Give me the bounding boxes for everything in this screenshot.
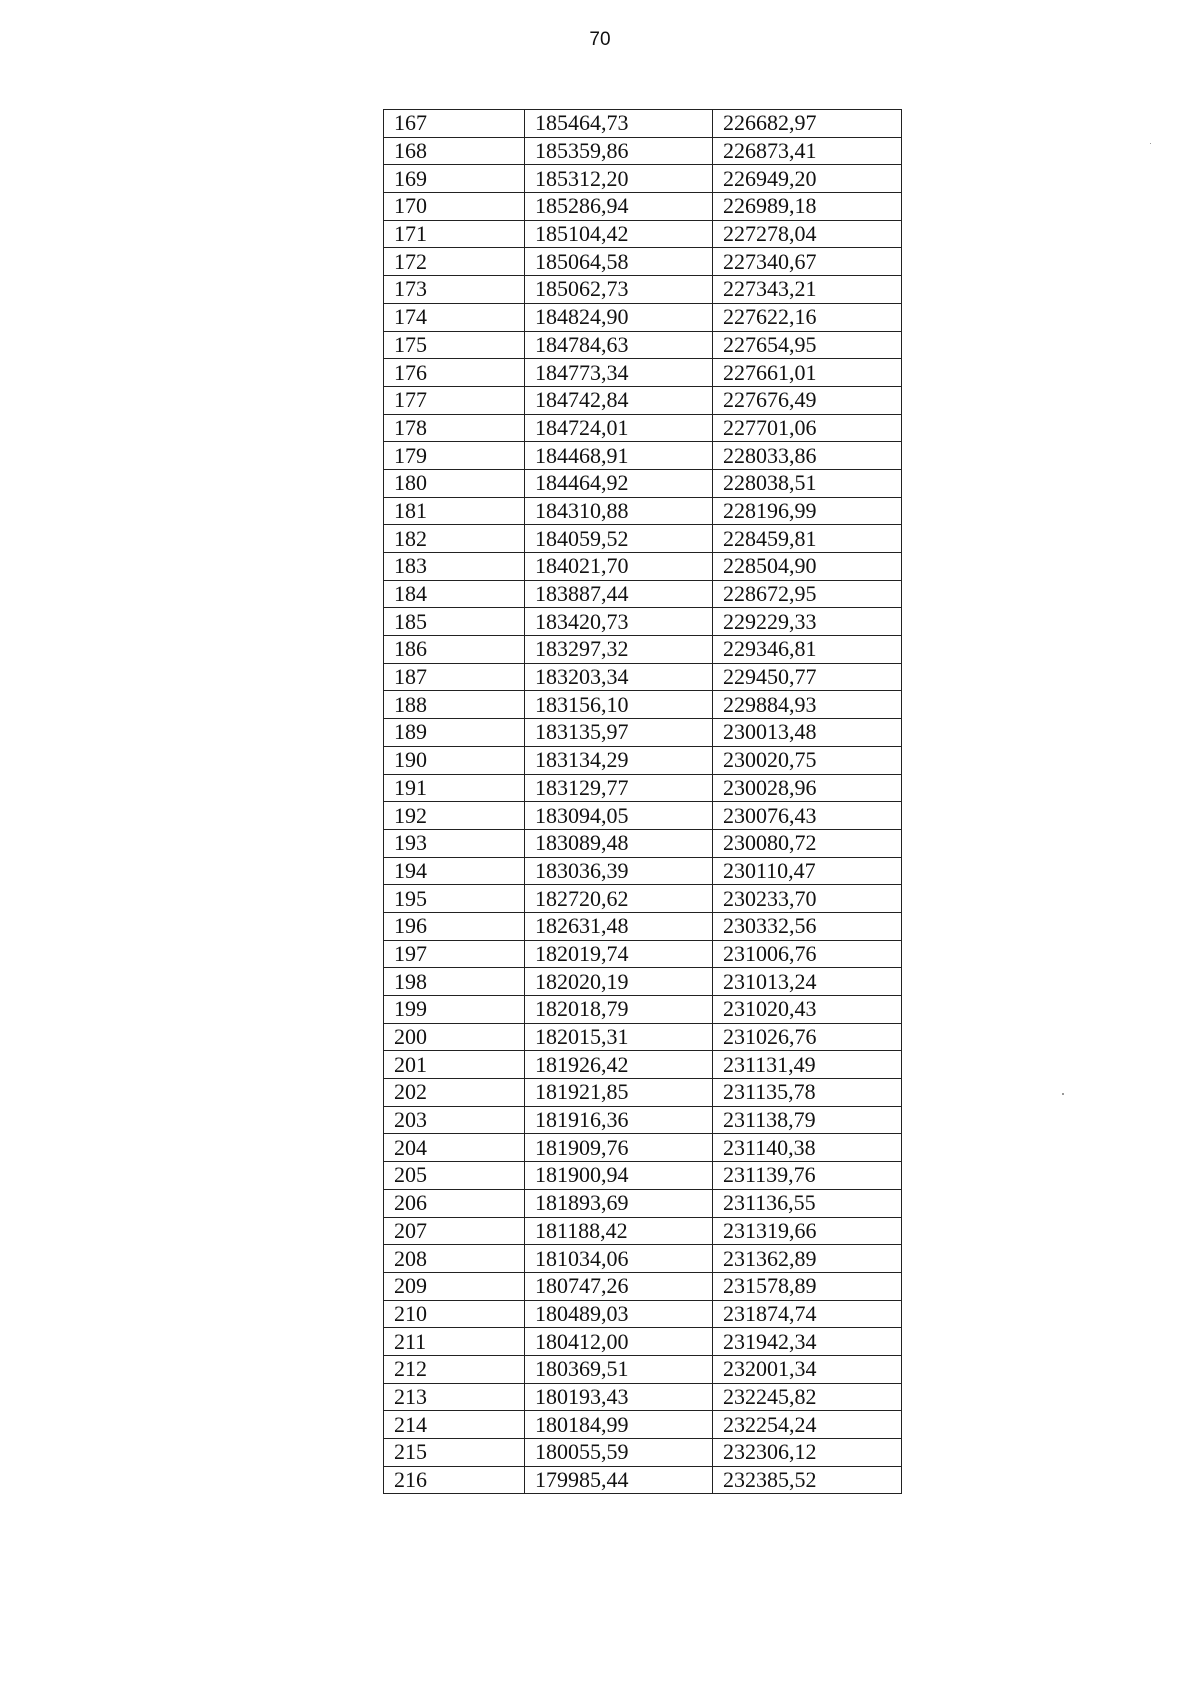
y-coordinate-cell: 231138,79 [713, 1106, 902, 1134]
y-coordinate-cell: 232385,52 [713, 1466, 902, 1494]
table-row [384, 497, 902, 525]
table-row [384, 469, 902, 497]
table-row [384, 608, 902, 636]
x-coordinate-cell: 183094,05 [525, 802, 713, 830]
x-coordinate-cell: 182631,48 [525, 912, 713, 940]
y-coordinate-cell: 229884,93 [713, 691, 902, 719]
x-coordinate-cell: 179985,44 [525, 1466, 713, 1494]
y-coordinate-cell: 228038,51 [713, 469, 902, 497]
table-row [384, 248, 902, 276]
y-coordinate-cell: 231362,89 [713, 1245, 902, 1273]
x-coordinate-cell: 184784,63 [525, 331, 713, 359]
point-number-cell: 175 [384, 331, 525, 359]
y-coordinate-cell: 231026,76 [713, 1023, 902, 1051]
table-row [384, 414, 902, 442]
x-coordinate-cell: 185104,42 [525, 220, 713, 248]
x-coordinate-cell: 184464,92 [525, 469, 713, 497]
point-number-cell: 213 [384, 1383, 525, 1411]
table-row [384, 303, 902, 331]
point-number-cell: 171 [384, 220, 525, 248]
y-coordinate-cell: 230332,56 [713, 912, 902, 940]
x-coordinate-cell: 184773,34 [525, 359, 713, 387]
x-coordinate-cell: 184468,91 [525, 442, 713, 470]
table-row [384, 1383, 902, 1411]
table-row [384, 663, 902, 691]
point-number-cell: 181 [384, 497, 525, 525]
table-row [384, 137, 902, 165]
point-number-cell: 211 [384, 1328, 525, 1356]
table-row [384, 331, 902, 359]
point-number-cell: 198 [384, 968, 525, 996]
point-number-cell: 174 [384, 303, 525, 331]
point-number-cell: 188 [384, 691, 525, 719]
x-coordinate-cell: 180193,43 [525, 1383, 713, 1411]
y-coordinate-cell: 230233,70 [713, 885, 902, 913]
y-coordinate-cell: 228033,86 [713, 442, 902, 470]
x-coordinate-cell: 180747,26 [525, 1272, 713, 1300]
y-coordinate-cell: 228196,99 [713, 497, 902, 525]
point-number-cell: 215 [384, 1439, 525, 1467]
y-coordinate-cell: 227340,67 [713, 248, 902, 276]
point-number-cell: 201 [384, 1051, 525, 1079]
x-coordinate-cell: 184021,70 [525, 553, 713, 581]
y-coordinate-cell: 227343,21 [713, 276, 902, 304]
x-coordinate-cell: 183887,44 [525, 580, 713, 608]
table-row [384, 857, 902, 885]
table-row [384, 193, 902, 221]
x-coordinate-cell: 181921,85 [525, 1079, 713, 1107]
y-coordinate-cell: 232001,34 [713, 1355, 902, 1383]
x-coordinate-cell: 181916,36 [525, 1106, 713, 1134]
x-coordinate-cell: 184824,90 [525, 303, 713, 331]
point-number-cell: 204 [384, 1134, 525, 1162]
x-coordinate-cell: 183089,48 [525, 829, 713, 857]
x-coordinate-cell: 181909,76 [525, 1134, 713, 1162]
y-coordinate-cell: 231942,34 [713, 1328, 902, 1356]
y-coordinate-cell: 230076,43 [713, 802, 902, 830]
point-number-cell: 178 [384, 414, 525, 442]
point-number-cell: 205 [384, 1162, 525, 1190]
y-coordinate-cell: 231874,74 [713, 1300, 902, 1328]
y-coordinate-cell: 230110,47 [713, 857, 902, 885]
point-number-cell: 169 [384, 165, 525, 193]
table-row [384, 1328, 902, 1356]
y-coordinate-cell: 228504,90 [713, 553, 902, 581]
table-row [384, 1217, 902, 1245]
point-number-cell: 214 [384, 1411, 525, 1439]
point-number-cell: 206 [384, 1189, 525, 1217]
y-coordinate-cell: 232306,12 [713, 1439, 902, 1467]
table-row [384, 1245, 902, 1273]
point-number-cell: 196 [384, 912, 525, 940]
x-coordinate-cell: 183135,97 [525, 719, 713, 747]
point-number-cell: 207 [384, 1217, 525, 1245]
point-number-cell: 183 [384, 553, 525, 581]
table-row [384, 746, 902, 774]
point-number-cell: 197 [384, 940, 525, 968]
table-row [384, 1439, 902, 1467]
point-number-cell: 176 [384, 359, 525, 387]
x-coordinate-cell: 182015,31 [525, 1023, 713, 1051]
x-coordinate-cell: 183156,10 [525, 691, 713, 719]
x-coordinate-cell: 180412,00 [525, 1328, 713, 1356]
x-coordinate-cell: 183420,73 [525, 608, 713, 636]
table-row [384, 386, 902, 414]
point-number-cell: 216 [384, 1466, 525, 1494]
table-row [384, 636, 902, 664]
y-coordinate-cell: 231135,78 [713, 1079, 902, 1107]
point-number-cell: 172 [384, 248, 525, 276]
y-coordinate-cell: 227676,49 [713, 386, 902, 414]
y-coordinate-cell: 227701,06 [713, 414, 902, 442]
table-row [384, 940, 902, 968]
table-row [384, 1051, 902, 1079]
y-coordinate-cell: 231139,76 [713, 1162, 902, 1190]
table-row [384, 580, 902, 608]
y-coordinate-cell: 231131,49 [713, 1051, 902, 1079]
point-number-cell: 180 [384, 469, 525, 497]
y-coordinate-cell: 231578,89 [713, 1272, 902, 1300]
coordinates-table-body [384, 110, 902, 1494]
y-coordinate-cell: 230080,72 [713, 829, 902, 857]
table-row [384, 1162, 902, 1190]
y-coordinate-cell: 231006,76 [713, 940, 902, 968]
point-number-cell: 168 [384, 137, 525, 165]
table-row [384, 110, 902, 138]
page-number: 70 [589, 29, 611, 50]
point-number-cell: 194 [384, 857, 525, 885]
point-number-cell: 189 [384, 719, 525, 747]
table-row [384, 912, 902, 940]
point-number-cell: 199 [384, 996, 525, 1024]
table-row [384, 1189, 902, 1217]
x-coordinate-cell: 181900,94 [525, 1162, 713, 1190]
point-number-cell: 202 [384, 1079, 525, 1107]
x-coordinate-cell: 185359,86 [525, 137, 713, 165]
y-coordinate-cell: 226989,18 [713, 193, 902, 221]
point-number-cell: 192 [384, 802, 525, 830]
point-number-cell: 177 [384, 386, 525, 414]
point-number-cell: 209 [384, 1272, 525, 1300]
point-number-cell: 186 [384, 636, 525, 664]
point-number-cell: 208 [384, 1245, 525, 1273]
x-coordinate-cell: 180055,59 [525, 1439, 713, 1467]
y-coordinate-cell: 231140,38 [713, 1134, 902, 1162]
x-coordinate-cell: 182018,79 [525, 996, 713, 1024]
point-number-cell: 170 [384, 193, 525, 221]
point-number-cell: 187 [384, 663, 525, 691]
x-coordinate-cell: 183036,39 [525, 857, 713, 885]
x-coordinate-cell: 180369,51 [525, 1355, 713, 1383]
x-coordinate-cell: 181893,69 [525, 1189, 713, 1217]
table-row [384, 359, 902, 387]
point-number-cell: 167 [384, 110, 525, 138]
point-number-cell: 179 [384, 442, 525, 470]
y-coordinate-cell: 230013,48 [713, 719, 902, 747]
x-coordinate-cell: 184310,88 [525, 497, 713, 525]
y-coordinate-cell: 229346,81 [713, 636, 902, 664]
table-row [384, 1411, 902, 1439]
x-coordinate-cell: 183129,77 [525, 774, 713, 802]
point-number-cell: 212 [384, 1355, 525, 1383]
x-coordinate-cell: 180489,03 [525, 1300, 713, 1328]
y-coordinate-cell: 229450,77 [713, 663, 902, 691]
y-coordinate-cell: 232245,82 [713, 1383, 902, 1411]
table-row [384, 1106, 902, 1134]
y-coordinate-cell: 227661,01 [713, 359, 902, 387]
x-coordinate-cell: 183203,34 [525, 663, 713, 691]
x-coordinate-cell: 180184,99 [525, 1411, 713, 1439]
x-coordinate-cell: 182020,19 [525, 968, 713, 996]
y-coordinate-cell: 226949,20 [713, 165, 902, 193]
table-row [384, 442, 902, 470]
table-row [384, 1023, 902, 1051]
y-coordinate-cell: 229229,33 [713, 608, 902, 636]
table-row [384, 1300, 902, 1328]
table-row [384, 996, 902, 1024]
scan-speck [1150, 143, 1151, 144]
y-coordinate-cell: 230020,75 [713, 746, 902, 774]
table-row [384, 968, 902, 996]
point-number-cell: 203 [384, 1106, 525, 1134]
point-number-cell: 190 [384, 746, 525, 774]
point-number-cell: 173 [384, 276, 525, 304]
y-coordinate-cell: 228672,95 [713, 580, 902, 608]
y-coordinate-cell: 230028,96 [713, 774, 902, 802]
x-coordinate-cell: 183297,32 [525, 636, 713, 664]
table-row [384, 774, 902, 802]
table-row [384, 1134, 902, 1162]
x-coordinate-cell: 184742,84 [525, 386, 713, 414]
x-coordinate-cell: 182019,74 [525, 940, 713, 968]
x-coordinate-cell: 184059,52 [525, 525, 713, 553]
x-coordinate-cell: 185062,73 [525, 276, 713, 304]
point-number-cell: 193 [384, 829, 525, 857]
point-number-cell: 184 [384, 580, 525, 608]
y-coordinate-cell: 231319,66 [713, 1217, 902, 1245]
point-number-cell: 185 [384, 608, 525, 636]
scan-speck [1062, 1093, 1064, 1095]
y-coordinate-cell: 231013,24 [713, 968, 902, 996]
point-number-cell: 182 [384, 525, 525, 553]
table-row [384, 276, 902, 304]
table-row [384, 829, 902, 857]
table-row [384, 802, 902, 830]
table-row [384, 1466, 902, 1494]
x-coordinate-cell: 185286,94 [525, 193, 713, 221]
table-row [384, 1272, 902, 1300]
y-coordinate-cell: 226873,41 [713, 137, 902, 165]
table-row [384, 525, 902, 553]
y-coordinate-cell: 228459,81 [713, 525, 902, 553]
table-row [384, 719, 902, 747]
table-row [384, 220, 902, 248]
table-row [384, 1079, 902, 1107]
y-coordinate-cell: 227278,04 [713, 220, 902, 248]
y-coordinate-cell: 227622,16 [713, 303, 902, 331]
point-number-cell: 195 [384, 885, 525, 913]
y-coordinate-cell: 231020,43 [713, 996, 902, 1024]
point-number-cell: 200 [384, 1023, 525, 1051]
table-row [384, 885, 902, 913]
coordinates-table [383, 109, 902, 1494]
x-coordinate-cell: 181034,06 [525, 1245, 713, 1273]
x-coordinate-cell: 185064,58 [525, 248, 713, 276]
table-row [384, 691, 902, 719]
x-coordinate-cell: 181926,42 [525, 1051, 713, 1079]
table-row [384, 165, 902, 193]
x-coordinate-cell: 182720,62 [525, 885, 713, 913]
x-coordinate-cell: 183134,29 [525, 746, 713, 774]
y-coordinate-cell: 227654,95 [713, 331, 902, 359]
point-number-cell: 191 [384, 774, 525, 802]
x-coordinate-cell: 185312,20 [525, 165, 713, 193]
table-row [384, 1355, 902, 1383]
y-coordinate-cell: 231136,55 [713, 1189, 902, 1217]
table-row [384, 553, 902, 581]
x-coordinate-cell: 181188,42 [525, 1217, 713, 1245]
x-coordinate-cell: 185464,73 [525, 110, 713, 138]
x-coordinate-cell: 184724,01 [525, 414, 713, 442]
y-coordinate-cell: 232254,24 [713, 1411, 902, 1439]
y-coordinate-cell: 226682,97 [713, 110, 902, 138]
point-number-cell: 210 [384, 1300, 525, 1328]
